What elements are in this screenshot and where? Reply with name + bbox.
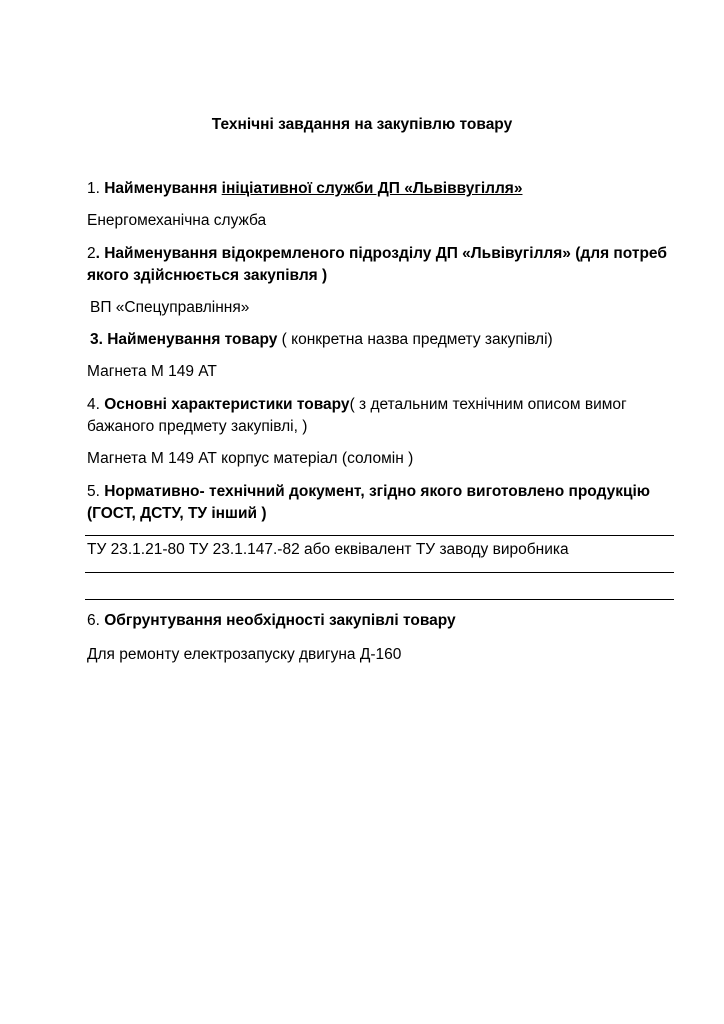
section-2-heading-line2: якого здійснюється закупівля )	[87, 267, 328, 284]
section-1-number: 1.	[87, 180, 105, 197]
table-rule-top	[85, 535, 674, 536]
section-4-note: ( з детальним технічним описом вимог	[349, 396, 627, 413]
section-1-value: Енергомеханічна служба	[87, 212, 267, 229]
table-rule-middle	[85, 572, 674, 573]
section-5-heading-line1	[87, 481, 650, 503]
section-5-label: Нормативно- технічний документ, згідно якого виготовлено продукцію	[104, 483, 651, 500]
section-4-value: Магнета М 149 АТ корпус матеріал (соломін )	[87, 450, 414, 467]
section-3-heading	[90, 329, 553, 351]
section-2-heading-line1	[87, 243, 667, 265]
section-5-value: ТУ 23.1.21-80 ТУ 23.1.147.-82 або еквівалент ТУ заводу виробника	[87, 541, 569, 558]
section-1-heading	[87, 178, 522, 200]
section-6-number: 6.	[87, 612, 105, 629]
section-6-value: Для ремонту електрозапуску двигуна Д-160	[87, 646, 402, 663]
section-3-note: ( конкретна назва предмету закупівлі)	[277, 331, 553, 348]
section-5-heading-line2: (ГОСТ, ДСТУ, ТУ інший )	[87, 505, 267, 522]
section-6-label: Обгрунтування необхідності закупівлі товару	[104, 612, 456, 629]
section-2-label: . Найменування відокремленого підрозділу ДП «Львівугілля» (для потреб	[95, 245, 667, 262]
section-3-value: Магнета М 149 АТ	[87, 363, 217, 380]
section-4-number: 4.	[87, 396, 105, 413]
section-6-heading	[87, 610, 456, 632]
section-1-label: Найменування	[104, 180, 222, 197]
section-3-label: 3. Найменування товару	[90, 331, 278, 348]
section-5-number: 5.	[87, 483, 105, 500]
section-2-number: 2	[87, 245, 96, 262]
section-4-heading-line1	[87, 394, 627, 416]
document-title: Технічні завдання на закупівлю товару	[211, 116, 513, 133]
table-rule-bottom	[85, 599, 674, 600]
section-1-label-underlined: ініціативної служби ДП «Львіввугілля»	[221, 180, 523, 197]
section-4-heading-line2: бажаного предмету закупівлі, )	[87, 418, 308, 435]
section-4-label: Основні характеристики товару	[104, 396, 350, 413]
section-2-value: ВП «Спецуправління»	[90, 299, 250, 316]
